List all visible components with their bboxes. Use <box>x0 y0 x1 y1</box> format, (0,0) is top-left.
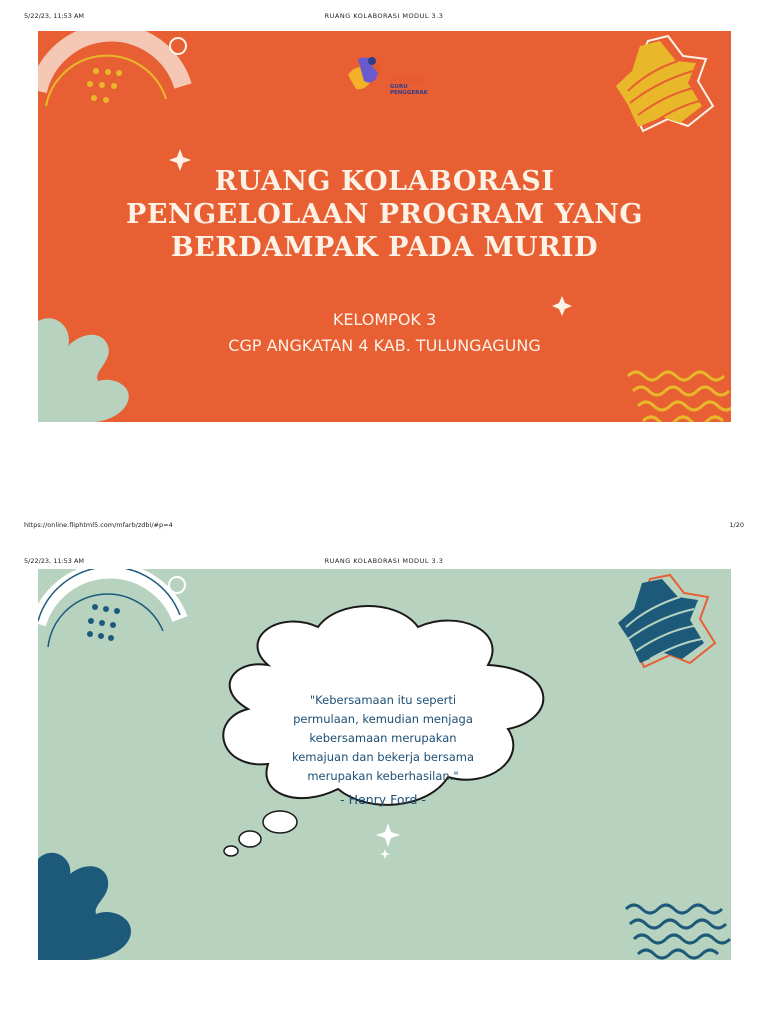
thought-bubble-dot <box>239 831 261 847</box>
quote-line: merupakan keberhasilan." <box>307 769 459 783</box>
source-url: https://online.fliphtml5.com/mfarb/zdbi/#p=4 <box>24 521 173 529</box>
arc-inner-line <box>48 594 163 647</box>
slide-title-text <box>38 165 731 264</box>
pdf-page-footer <box>0 519 768 533</box>
quote-line: "Kebersamaan itu seperti <box>309 693 457 707</box>
squiggle-lines <box>626 905 730 958</box>
logo-text: PENDIDIKAN GURU PENGGERAK <box>390 78 429 96</box>
document-title: RUANG KOLABORASI MODUL 3.3 <box>324 12 444 20</box>
group-name: KELOMPOK 3 <box>332 310 437 329</box>
pdf-page-header <box>0 10 768 24</box>
thought-bubble-dot <box>224 846 238 856</box>
arc-decoration <box>38 33 183 91</box>
blob-shape <box>38 318 129 422</box>
quote-line: permulaan, kemudian menjaga <box>293 712 473 726</box>
star-shape <box>618 579 704 663</box>
sparkle <box>376 823 400 847</box>
print-timestamp: 5/22/23, 11:53 AM <box>24 12 85 20</box>
squiggle-lines <box>628 372 731 422</box>
title-line: RUANG KOLABORASI <box>214 166 555 197</box>
quote-line: kemajuan dan bekerja bersama <box>291 750 475 764</box>
title-line: PENGELOLAAN PROGRAM YANG <box>126 199 643 230</box>
arc-decoration <box>38 571 180 624</box>
cohort-name: CGP ANGKATAN 4 KAB. TULUNGAGUNG <box>228 336 541 355</box>
blob-shape <box>38 853 131 960</box>
quote-text <box>268 691 498 786</box>
thought-bubble-dot <box>263 811 297 833</box>
dot-grid <box>87 604 120 641</box>
slide-quote <box>38 569 731 960</box>
small-circle <box>169 577 185 593</box>
quote-author: - Henry Ford - <box>340 792 426 807</box>
document-title: RUANG KOLABORASI MODUL 3.3 <box>324 557 444 565</box>
quote-line: kebersamaan merupakan <box>309 731 457 745</box>
title-line: BERDAMPAK PADA MURID <box>170 232 599 263</box>
dot-grid <box>87 68 122 103</box>
small-circle <box>170 38 186 54</box>
slide-title <box>38 31 731 422</box>
page-number: 1/20 <box>729 521 744 529</box>
pdf-page-header <box>0 555 768 569</box>
print-timestamp: 5/22/23, 11:53 AM <box>24 557 85 565</box>
